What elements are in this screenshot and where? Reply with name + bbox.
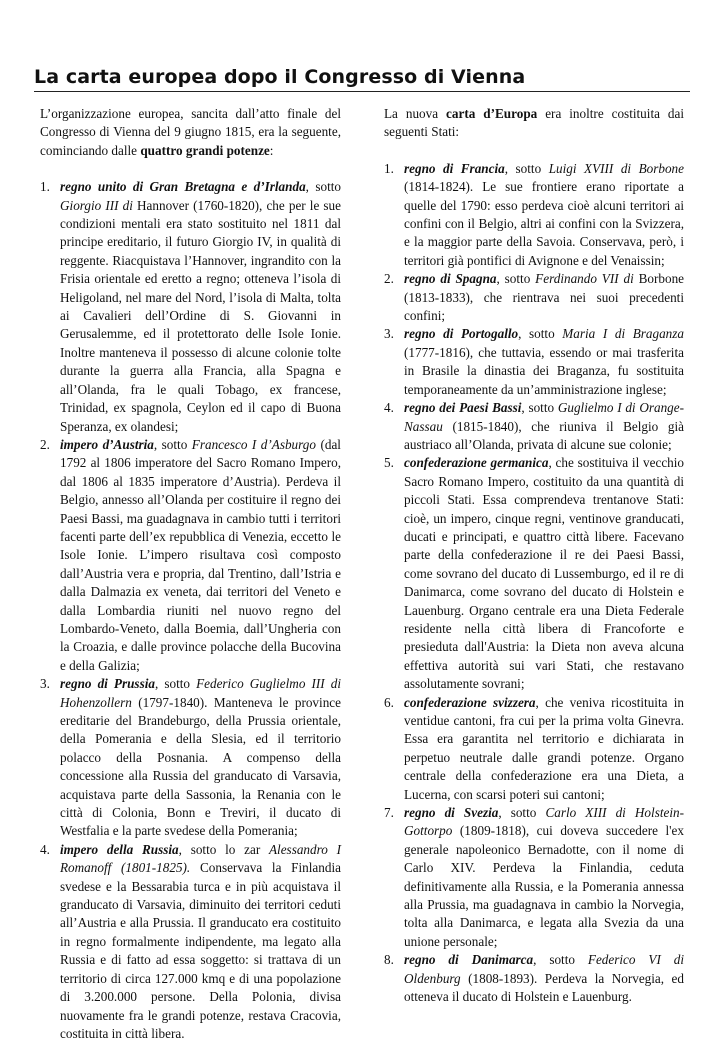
list-item (40, 178, 341, 436)
item-number: 2. (40, 436, 50, 452)
item-ruler: Giorgio III di (60, 197, 133, 213)
item-sep: , sotto (496, 271, 536, 287)
item-sep: , (548, 455, 556, 471)
list-item (40, 675, 341, 841)
item-sep: , sotto lo zar (178, 841, 269, 857)
list-item (384, 160, 684, 270)
item-number: 3. (384, 326, 394, 342)
list-item (40, 436, 341, 675)
item-ruler: Luigi XVIII di Borbone (548, 160, 684, 176)
right-intro-bold: carta d’Europa (446, 106, 538, 121)
item-name: impero della Russia (60, 841, 179, 857)
item-name: regno di Danimarca (404, 952, 534, 968)
list-item (384, 399, 684, 454)
item-sep: , sotto (153, 436, 192, 452)
item-ruler: Carlo XIII di Holstein-Gottorpo (404, 805, 684, 839)
item-number: 4. (40, 841, 50, 857)
item-number: 7. (384, 805, 394, 821)
list-item (384, 804, 684, 951)
item-number: 2. (384, 271, 394, 287)
page-title: La carta europea dopo il Congresso di Vienna (34, 66, 526, 88)
title-rule (34, 91, 690, 92)
item-sep: , sotto (518, 326, 563, 342)
item-text: Borbone (1813-1833), che rientrava nei suoi precedenti confini; (404, 271, 685, 324)
item-name: regno di Portogallo (404, 326, 519, 342)
item-text: (1777-1816), che tuttavia, essendo or mai trasferita in Brasile la dinastia dei Braganza, fu sostituita temporaneamente da un’amministrazione inglese; (404, 344, 684, 397)
left-intro-text: L’organizzazione europea, sancita dall’atto finale del Congresso di Vienna del 9 giugno 1815, era la seguente, cominciando dalle (40, 106, 341, 158)
item-sep: , sotto (521, 400, 558, 416)
item-text: (1814-1824). Le sue frontiere erano riportate a quelle del 1790: esso perdeva cioè alcuni territori ai confini con il Belgio, altri ai confini con la Svizzera, e la maggior parte della Savoia. Conservava, però, i territori già pontifici di Avignone e del Venaissin; (404, 179, 684, 268)
item-ruler: Federico VI di Oldenburg (404, 952, 685, 986)
item-sep: , sotto (504, 160, 549, 176)
item-text: Conservava la Finlandia svedese e la Bessarabia turca e in più acquistava il granducato di Varsavia, diminuito dei territori ceduti all’Austria e alla Prussia. Il granducato era costituito in regno formalmente indipendente, ma legato alla Russia e di fatto ad essa soggetto: si trattava di un territorio di circa 127.000 kmq e di una popolazione di 3.200.000 persone. Della Polonia, divisa nuovamente fra le grandi potenze, restava Cracovia, costituita in città libera. (60, 860, 341, 1041)
list-item (384, 951, 684, 1006)
item-ruler: Francesco I d’Asburgo (191, 436, 316, 452)
right-intro (384, 105, 684, 142)
list-item (384, 270, 684, 325)
left-intro-bold: quattro grandi potenze (140, 142, 270, 158)
item-text: (1815-1840), che riuniva il Belgio già austriaco all’Olanda, privata di alcune sue colonie; (404, 418, 684, 452)
item-name: confederazione germanica (404, 455, 549, 471)
list-item (384, 454, 684, 693)
item-name: confederazione svizzera (404, 694, 536, 710)
left-intro-end: : (269, 142, 274, 158)
left-column (40, 105, 341, 1043)
item-text: (1809-1818), cui doveva succedere l'ex generale napoleonico Bernadotte, con il nome di Carlo XIV. Perdeva la Finlandia, ceduta definitivamente alla Russia, e la Pomerania annessa alla Prussia, ma guadagnava in cambio la Norvegia, tolta alla Danimarca, e legata alla Svezia da una unione personale; (404, 823, 684, 949)
item-name: regno dei Paesi Bassi (404, 400, 522, 416)
item-name: regno unito di Gran Bretagna e d’Irlanda (60, 179, 306, 195)
item-sep: , sotto (154, 676, 197, 692)
item-name: regno di Spagna (404, 271, 497, 287)
item-ruler: Guglielmo I di Orange-Nassau (404, 400, 685, 434)
right-column (384, 105, 684, 1007)
item-number: 1. (384, 160, 394, 176)
item-sep: , sotto (533, 952, 588, 968)
item-number: 5. (384, 455, 394, 471)
item-text: (1808-1893). Perdeva la Norvegia, ed otteneva il ducato di Holstein e Lauenburg. (404, 970, 684, 1005)
item-ruler: Federico Guglielmo III di Hohenzollern (60, 676, 341, 710)
item-ruler: Maria I di Braganza (562, 326, 684, 342)
right-list (384, 160, 684, 1007)
item-name: impero d’Austria (60, 436, 154, 452)
list-item (384, 325, 684, 399)
item-name: regno di Svezia (404, 805, 499, 821)
left-list (40, 178, 341, 1043)
list-item (40, 841, 341, 1043)
item-name: regno di Prussia (60, 676, 155, 692)
item-text: (dal 1792 al 1806 imperatore del Sacro Romano Impero, dal 1806 al 1835 imperatore d’Austria). Perdeva il Belgio, annesso all’Olanda per costituire il regno dei Paesi Bassi, ma guadagnava in cambio tutti i territori facenti parte dell’ex repubblica di Venezia, eccetto le Isole Ionie. L’impero risultava così composto dall’Austria vera e propria, dal Trentino, dall’Istria e dalla Dalmazia ex veneta, dai territori del Veneto e dalla Lombardia riuniti nel nuovo regno del Lombardo-Veneto, dalla Boemia, dall’Ungheria con la Croazia, e dalle province polacche della Bucovina e della Galizia; (60, 436, 341, 673)
right-intro-text: La nuova (384, 106, 447, 121)
item-ruler: Alessandro I Romanoff (1801-1825). (60, 841, 341, 876)
item-number: 4. (384, 400, 394, 416)
item-number: 1. (40, 179, 50, 195)
item-sep: , (535, 694, 546, 710)
item-sep: , sotto (305, 179, 341, 195)
item-text: che sostituiva il vecchio Sacro Romano Impero, costituito da una quantità di piccoli Stati. Essa comprendeva trentanove Stati: cioè, un impero, cinque regni, ventinove granducati, ducati e principati, e quattro città libere. Facevano parte della confederazione il re dei Paesi Bassi, come sovrano del ducato di Lussemburgo, ed il re di Danimarca, come sovrano del ducato di Holstein e Lauenburg. Organo centrale era una Dieta Federale residente nella città libera di Francoforte e presieduta dall'Austria: la Dieta non aveva alcuna effettiva autorità sui vari Stati, che restavano assolutamente sovrani; (404, 455, 685, 692)
item-sep: , sotto (498, 805, 546, 821)
item-text: Hannover (1760-1820), che per le sue condizioni mentali era stato sostituito nel 1811 dal principe ereditario, il futuro Giorgio IV, in qualità di reggente. Riacquistava l’Hannover, ingrandito con la Frisia orientale ed eretto a regno; otteneva l’isola di Heligoland, nel mare del Nord, l’isola di Malta, tolta ai Cavalieri dell’Ordine di S. Giovanni in Gerusalemme, ed il protettorato delle Isole Ionie. Inoltre manteneva il possesso di alcune colonie tolte durante la guerra alla Francia, alla Spagna e all’Olanda, fra le quali Tobago, ex francese, Trinidad, ex spagnola, Ceylon ed il capo di Buona Speranza, ex olandesi; (60, 197, 341, 434)
right-intro-end: era inoltre costituita dai seguenti Stati: (384, 106, 685, 140)
list-item (384, 694, 684, 804)
item-name: regno di Francia (404, 160, 505, 176)
item-number: 3. (40, 676, 50, 692)
item-text: che veniva ricostituita in ventidue cantoni, fra cui per la prima volta Ginevra. Essa era garantita nel territorio e dichiarata in perpetuo neutrale dalle grandi potenze. Organo centrale della confederazione era una Dieta, a Lucerna, con scarsi poteri sui cantoni; (404, 694, 684, 802)
left-intro (40, 105, 341, 160)
item-ruler: Ferdinando VII di (535, 271, 634, 287)
item-text: (1797-1840). Manteneva le province ereditarie del Brandeburgo, della Prussia orientale, della Pomerania e della Slesia, ed il territorio polacco della Posnania. A compenso della concessione alla Russia del granducato di Varsavia, acquistava parte della Sassonia, la Renania con le città di Colonia, Bonn e Treviri, il ducato di Westfalia e la parte svedese della Pomerania; (60, 694, 341, 839)
item-number: 8. (384, 952, 394, 968)
item-number: 6. (384, 694, 394, 710)
